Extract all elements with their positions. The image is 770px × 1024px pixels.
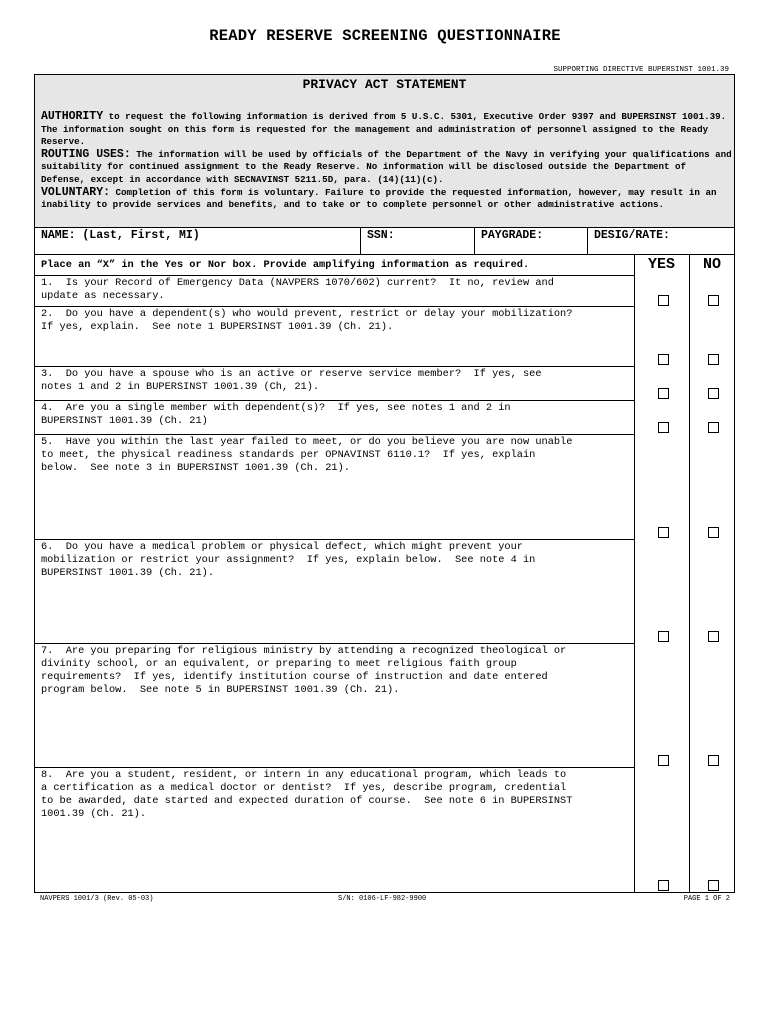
divider [35, 400, 634, 401]
instructions: Place an “X” in the Yes or Nor box. Provide amplifying information as required. [41, 259, 530, 271]
paygrade-field[interactable]: PAYGRADE: [475, 228, 588, 254]
page-number: PAGE 1 OF 2 [683, 895, 730, 903]
question-6: 6. Do you have a medical problem or physical defect, which might prevent your mobilization or restrict your assignment? If yes, explain below. See note 4 in BUPERSINST 1001.39 (Ch. 21). [41, 541, 536, 579]
q2-no-checkbox[interactable] [708, 354, 719, 365]
stock-number: S/N: 0106-LF-982-9900 [338, 895, 427, 903]
q7-no-checkbox[interactable] [708, 755, 719, 766]
q7-yes-checkbox[interactable] [658, 755, 669, 766]
q6-yes-checkbox[interactable] [658, 631, 669, 642]
q3-no-checkbox[interactable] [708, 388, 719, 399]
q4-yes-checkbox[interactable] [658, 422, 669, 433]
supporting-directive: SUPPORTING DIRECTIVE BUPERSINST 1001.39 [553, 66, 729, 74]
divider [35, 366, 634, 367]
ssn-field[interactable]: SSN: [361, 228, 475, 254]
voluntary-label: VOLUNTARY: [41, 185, 111, 199]
question-7: 7. Are you preparing for religious ministry by attending a recognized theological or divinity school, or an equivalent, or preparing to meet religious faith group requirements? If yes, identify institution course of instruction and date entered program below. See note 5 in BUPERSINST 1001.39 (Ch. 21). [41, 645, 567, 696]
authority-text: to request the following information is derived from 5 U.S.C. 5301, Executive Order 9397 and BUPERSINST 1001.39. The information sought on this form is requested for the management and administration of personnel assigned to the Ready Reserve. [41, 111, 727, 148]
q4-no-checkbox[interactable] [708, 422, 719, 433]
routing-uses-label: ROUTING USES: [41, 147, 131, 161]
identification-row [34, 228, 735, 255]
routing-uses-text: The information will be used by officials of the Department of the Navy in verifying your qualifications and suitability for continued assignment to the Ready Reserve. No information will be disclosed outside the Department of Defense, except in accordance with SECNAVINST 5211.5D, para. (14)(11)(c). [41, 148, 732, 185]
divider [35, 539, 634, 540]
divider [35, 643, 634, 644]
divider [35, 275, 634, 276]
divider [35, 306, 634, 307]
authority-label: AUTHORITY [41, 110, 104, 123]
q1-yes-checkbox[interactable] [658, 295, 669, 306]
question-1: 1. Is your Record of Emergency Data (NAVPERS 1070/602) current? It no, review and update as necessary. [41, 277, 554, 302]
question-4: 4. Are you a single member with dependent(s)? If yes, see notes 1 and 2 in BUPERSINST 1001.39 (Ch. 21) [41, 402, 511, 427]
privacy-body [41, 111, 733, 212]
divider [689, 255, 690, 892]
divider [634, 255, 635, 892]
privacy-title: PRIVACY ACT STATEMENT [302, 77, 467, 92]
divider [35, 434, 634, 435]
q8-no-checkbox[interactable] [708, 880, 719, 891]
q5-yes-checkbox[interactable] [658, 527, 669, 538]
q6-no-checkbox[interactable] [708, 631, 719, 642]
question-5: 5. Have you within the last year failed to meet, or do you believe you are now unable to meet, the physical readiness standards per OPNAVINST 6110.1? If yes, explain below. See note 3 in BUPERSINST 1001.39 (Ch. 21). [41, 436, 573, 474]
form-title: READY RESERVE SCREENING QUESTIONNAIRE [209, 27, 561, 45]
question-3: 3. Do you have a spouse who is an active or reserve service member? If yes, see notes 1 and 2 in BUPERSINST 1001.39 (Ch, 21). [41, 368, 542, 393]
question-8: 8. Are you a student, resident, or intern in any educational program, which leads to a certification as a medical doctor or dentist? If yes, describe program, credential to be awarded, date started and expected duration of course. See note 6 in BUPERSINST 1001.39 (Ch. 21). [41, 769, 573, 820]
divider [35, 767, 634, 768]
q1-no-checkbox[interactable] [708, 295, 719, 306]
form-number: NAVPERS 1001/3 (Rev. 05-03) [40, 895, 154, 903]
question-2: 2. Do you have a dependent(s) who would prevent, restrict or delay your mobilization? If yes, explain. See note 1 BUPERSINST 1001.39 (Ch. 21). [41, 308, 573, 333]
yes-column-header: YES [647, 256, 675, 273]
voluntary-text: Completion of this form is voluntary. Failure to provide the requested information, however, may result in an inability to provide services and benefits, and to take or to complete personnel or other administrative actions. [41, 186, 717, 211]
privacy-act-statement [34, 74, 735, 228]
q5-no-checkbox[interactable] [708, 527, 719, 538]
q2-yes-checkbox[interactable] [658, 354, 669, 365]
q3-yes-checkbox[interactable] [658, 388, 669, 399]
name-field[interactable]: NAME: (Last, First, MI) [35, 228, 361, 254]
questions-table [34, 255, 735, 893]
desig-rate-field[interactable]: DESIG/RATE: [594, 229, 670, 242]
q8-yes-checkbox[interactable] [658, 880, 669, 891]
no-column-header: NO [702, 256, 721, 273]
